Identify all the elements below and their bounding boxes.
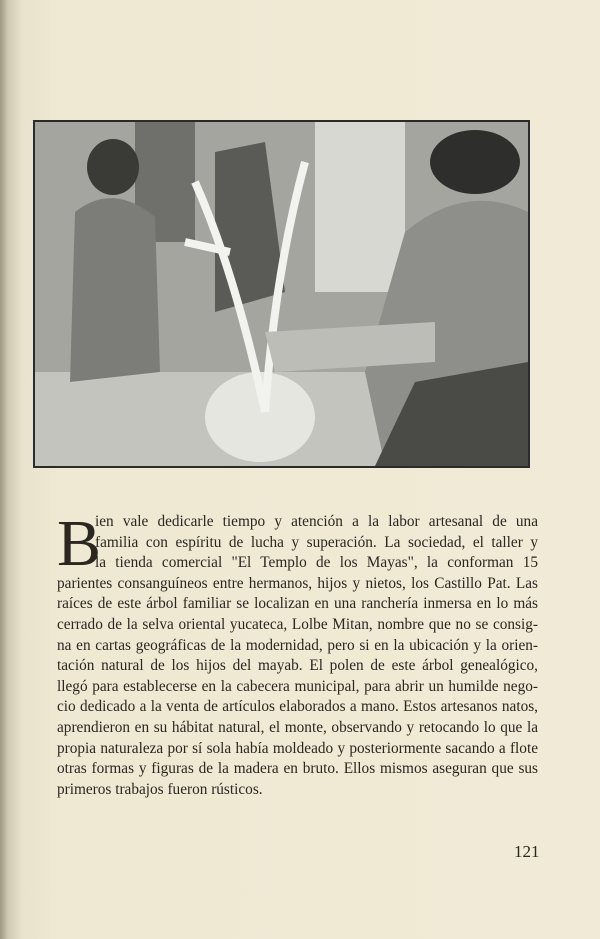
text-line: aprendieron en su hábitat natural, el monte, observando y retocando lo que la [57,718,538,736]
text-line: na en cartas geográficas de la modernidad, pero si en la ubicación y la orien- [57,636,538,654]
text-line: familia con espíritu de lucha y superación. La sociedad, el taller y [95,533,538,551]
text-line: tación natural de los hijos del mayab. El polen de este árbol genealógico, [57,657,538,675]
text-line: raíces de este árbol familiar se localizan en una ranchería inmersa en lo más [57,595,538,613]
text-line: propia naturaleza por sí sola había moldeado y posteriormente sacando a flote [57,739,538,757]
drop-cap: B [57,507,102,580]
text-line: la tienda comercial "El Templo de los Mayas", la conforman 15 [95,554,538,572]
text-line: llegó para establecerse en la cabecera municipal, para abrir un humilde nego- [57,677,538,695]
text-line: parientes consanguíneos entre hermanos, hijos y nietos, los Castillo Pat. Las [57,574,538,592]
text-line: otras formas y figuras de la madera en bruto. Ellos mismos aseguran que sus [57,760,538,778]
text-line: primeros trabajos fueron rústicos. [57,780,263,798]
text-line: cerrado de la selva oriental yucateca, Lolbe Mitan, nombre que no se consig- [57,615,538,633]
text-line: ien vale dedicarle tiempo y atención a la labor artesanal de una [95,513,538,530]
text-line: cio dedicado a la venta de artículos elaborados a mano. Estos artesanos natos, [57,698,538,716]
photo-artisans-at-work [33,120,530,468]
body-paragraph [57,507,538,800]
page-number: 121 [514,842,540,861]
